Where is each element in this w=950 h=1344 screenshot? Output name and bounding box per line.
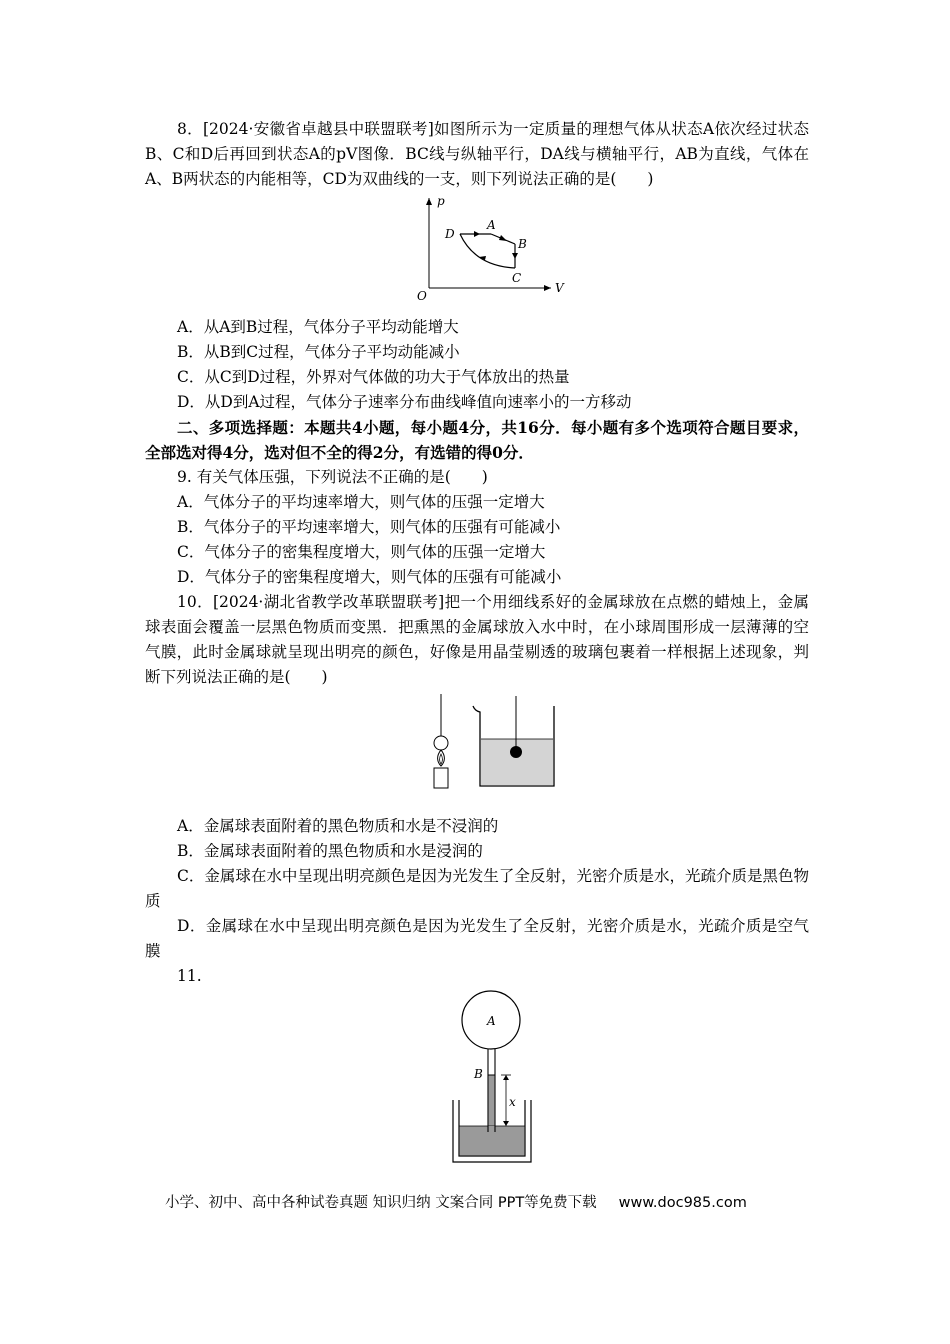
q10-option-a: A．金属球表面附着的黑色物质和水是不浸润的 <box>177 817 499 835</box>
q9-option-c: C．气体分子的密集程度增大，则气体的压强一定增大 <box>177 543 546 561</box>
candle <box>434 768 448 788</box>
label-C: C <box>512 271 522 285</box>
q8-option-b: B．从B到C过程，气体分子平均动能减小 <box>177 343 460 361</box>
metal-ball <box>434 736 448 750</box>
footer-url[interactable]: www.doc985.com <box>618 1195 747 1211</box>
q10-option-d: D．金属球在水中呈现出明亮颜色是因为光发生了全反射，光密介质是水，光疏介质是空气膜 <box>145 917 809 960</box>
q11-stem: 11. <box>177 967 202 985</box>
label-B: B <box>518 237 527 251</box>
q9-option-b: B．气体分子的平均速率增大，则气体的压强有可能减小 <box>177 518 561 536</box>
cd-curve <box>460 234 515 268</box>
q10-stem: 10．[2024·湖北省教学改革联盟联考]把一个用细线系好的金属球放在点燃的蜡烛上，金属球表面会覆盖一层黑色物质而变黑．把熏黑的金属球放入水中时，在小球周围形成一层薄薄的空气膜，此时金属球就呈现出明亮的颜色，好像是用晶莹剔透的玻璃包裹着一样根据上述现象，判断下列说法正确的是( ) <box>145 593 809 686</box>
q9-option-d: D．气体分子的密集程度增大，则气体的压强有可能减小 <box>177 568 562 586</box>
q9-option-a: A．气体分子的平均速率增大，则气体的压强一定增大 <box>177 493 545 511</box>
label-A: A <box>487 218 496 232</box>
q10-option-c: C．金属球在水中呈现出明亮颜色是因为光发生了全反射，光密介质是水，光疏介质是黑色物质 <box>145 867 809 910</box>
q8-option-c: C．从C到D过程，外界对气体做的功大于气体放出的热量 <box>177 368 570 386</box>
q8-option-a: A．从A到B过程，气体分子平均动能增大 <box>177 318 459 336</box>
label-x: x <box>509 1095 516 1109</box>
water <box>481 739 553 785</box>
label-D: D <box>445 227 455 241</box>
q10-candle-beaker-diagram <box>420 692 565 792</box>
q11-flask-tube-diagram <box>445 990 540 1168</box>
label-A: A <box>487 1014 496 1028</box>
v-axis-label: V <box>555 281 564 295</box>
footer-text: 小学、初中、高中各种试卷真题 知识归纳 文案合同 PPT等免费下载 <box>165 1195 597 1211</box>
q9-stem: 9. 有关气体压强，下列说法不正确的是( ) <box>177 468 488 486</box>
blackened-ball <box>510 746 522 758</box>
liquid-column <box>489 1075 495 1132</box>
origin-label: O <box>417 289 427 303</box>
q8-stem: 8．[2024·安徽省卓越县中联盟联考]如图所示为一定质量的理想气体从状态A依次经过状态B、C和D后再回到状态A的pV图像．BC线与纵轴平行，DA线与横轴平行，AB为直线，气体在A、B两状态的内能相等，CD为双曲线的一支，则下列说法正确的是( ) <box>145 120 809 188</box>
label-B: B <box>474 1067 483 1081</box>
q8-option-d: D．从D到A过程，气体分子速率分布曲线峰值向速率小的一方移动 <box>177 393 632 411</box>
section2-heading: 二、多项选择题：本题共4小题，每小题4分，共16分．每小题有多个选项符合题目要求，全部选对得4分，选对但不全的得2分，有选错的得0分． <box>145 418 809 462</box>
q10-option-b: B．金属球表面附着的黑色物质和水是浸润的 <box>177 842 483 860</box>
q8-pv-diagram <box>405 192 575 304</box>
p-axis-label: p <box>437 194 445 208</box>
footer <box>165 1191 747 1212</box>
